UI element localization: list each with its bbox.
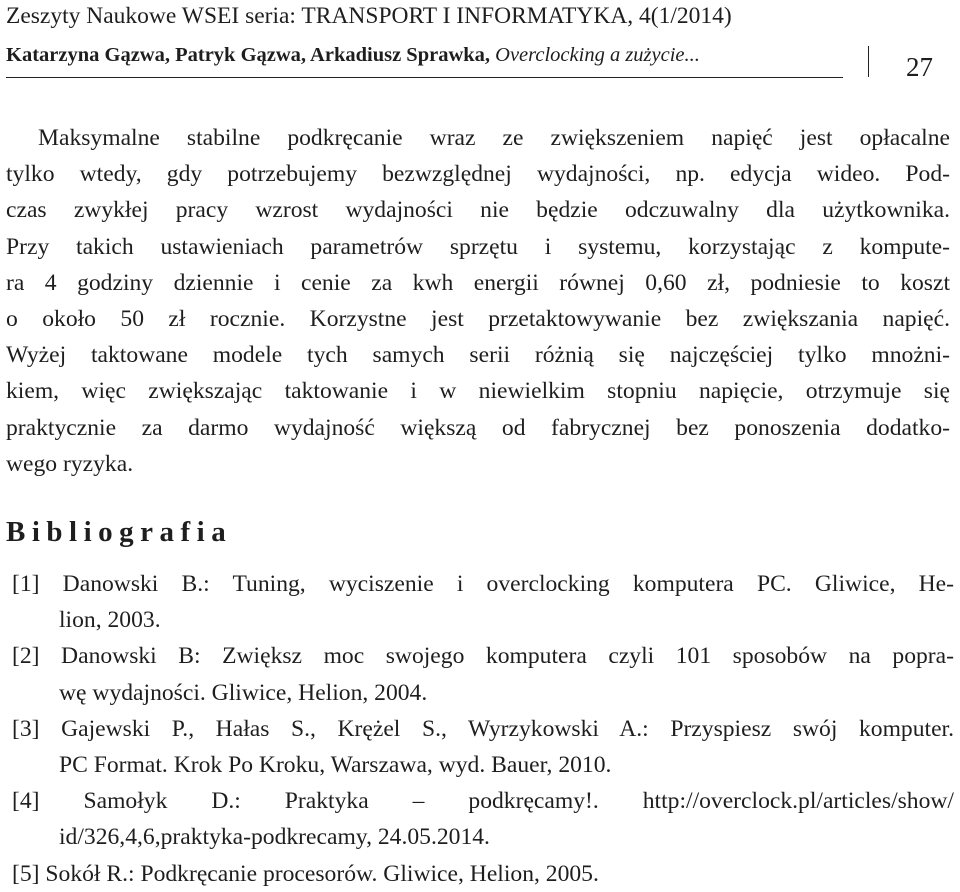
body-line: tylko wtedy, gdy potrzebujemy bezwzględnej wydajności, np. edycja wideo. Pod- [6,161,950,188]
bibliography-entry-continuation: id/326,4,6,praktyka-podkrecamy, 24.05.2014. [59,824,490,851]
running-header [6,41,700,69]
body-line: praktycznie za darmo wydajność większą od fabrycznej bez ponoszenia dodatko- [6,414,950,441]
header-authors: Katarzyna Gązwa, Patryk Gązwa, Arkadiusz Sprawka, [6,44,491,66]
body-line: Maksymalne stabilne podkręcanie wraz ze zwiększeniem napięć jest opłacalne [38,125,950,151]
body-line: ra 4 godziny dziennie i cenie za kwh energii równej 0,60 zł, podniesie to koszt [6,269,950,296]
bibliography-entry: [4] Samołyk D.: Praktyka – podkręcamy!. http://overclock.pl/articles/show/ [12,788,954,815]
page-number: 27 [906,52,933,82]
header-article-title: Overclocking a zużycie... [495,44,700,66]
body-line: kiem, więc zwiększając taktowanie i w niewielkim stopniu napięcie, otrzymuje się [6,378,950,405]
bibliography-entry: [2] Danowski B: Zwiększ moc swojego komputera czyli 101 sposobów na popra- [12,643,954,670]
journal-header: Zeszyty Naukowe WSEI seria: TRANSPORT I INFORMATYKA, 4(1/2014) [6,3,732,29]
body-line: Wyżej taktowane modele tych samych serii różnią się najczęściej tylko mnożni- [6,342,950,369]
bibliography-entry: [1] Danowski B.: Tuning, wyciszenie i overclocking komputera PC. Gliwice, He- [12,571,954,597]
header-rule [6,77,843,78]
body-line: Przy takich ustawieniach parametrów sprzętu i systemu, korzystając z kompute- [6,233,950,260]
bibliography-entry-continuation: PC Format. Krok Po Kroku, Warszawa, wyd. Bauer, 2010. [59,751,612,778]
header-divider [868,46,869,77]
body-line: o około 50 zł rocznie. Korzystne jest przetaktowywanie bez zwiększania napięć. [6,305,950,332]
body-paragraph [6,120,950,482]
body-line: czas zwykłej pracy wzrost wydajności nie będzie odczuwalny dla użytkownika. [6,197,950,224]
bibliography-entry-continuation: wę wydajności. Gliwice, Helion, 2004. [59,679,428,706]
bibliography-entry: [5] Sokół R.: Podkręcanie procesorów. Gliwice, Helion, 2005. [12,860,599,887]
bibliography-heading: Bibliografia [6,516,233,548]
bibliography-list [12,566,954,892]
bibliography-entry-continuation: lion, 2003. [59,607,161,634]
body-line: wego ryzyka. [6,450,134,477]
bibliography-entry: [3] Gajewski P., Hałas S., Krężel S., Wyrzykowski A.: Przyspiesz swój komputer. [12,715,954,742]
